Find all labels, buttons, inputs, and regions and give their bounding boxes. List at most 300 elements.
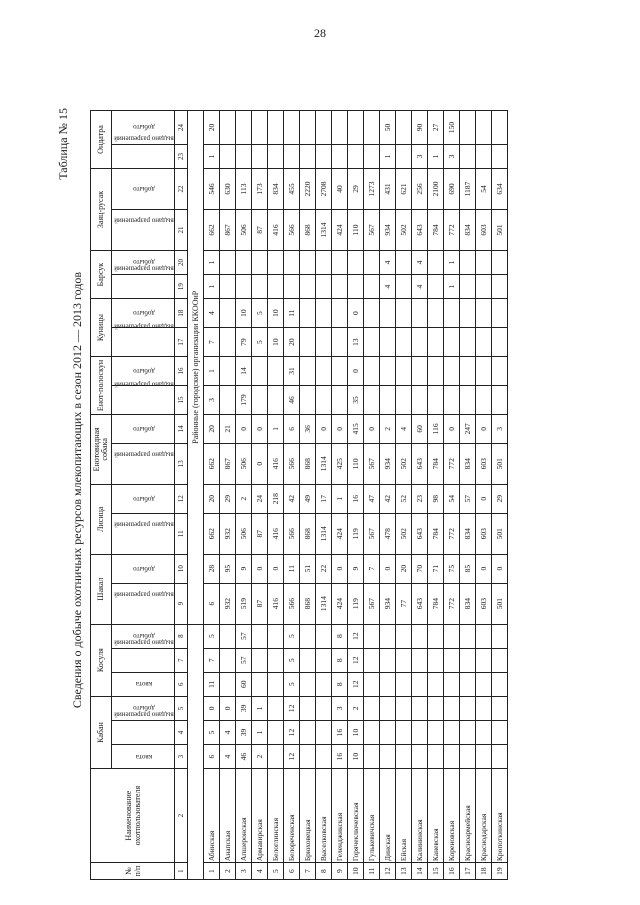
row-name: Ейская bbox=[396, 769, 412, 863]
cell-value bbox=[332, 299, 348, 328]
header-group: Куницы bbox=[91, 299, 112, 357]
row-name: Выселковская bbox=[316, 769, 332, 863]
cell-value bbox=[268, 672, 284, 696]
cell-value: 218 bbox=[268, 484, 284, 513]
cell-value bbox=[476, 745, 492, 769]
cell-value: 27 bbox=[428, 111, 444, 145]
table-row bbox=[220, 111, 236, 880]
cell-value bbox=[396, 648, 412, 672]
cell-value bbox=[332, 144, 348, 168]
cell-value bbox=[364, 720, 380, 744]
cell-value: 784 bbox=[428, 583, 444, 624]
header-group: Кабан bbox=[91, 696, 112, 768]
cell-value: 5 bbox=[204, 624, 220, 648]
header-group: Косуля bbox=[91, 624, 112, 696]
cell-value bbox=[428, 696, 444, 720]
cell-value bbox=[300, 720, 316, 744]
cell-value bbox=[380, 624, 396, 648]
header-sub bbox=[112, 638, 175, 672]
cell-value bbox=[284, 111, 300, 145]
cell-value: 1 bbox=[252, 720, 268, 744]
column-number: 3 bbox=[175, 745, 188, 769]
cell-value: 10 bbox=[236, 299, 252, 328]
cell-value: 0 bbox=[364, 414, 380, 443]
cell-value: 20 bbox=[204, 111, 220, 145]
table-row bbox=[428, 111, 444, 880]
cell-value bbox=[476, 144, 492, 168]
cell-value: 1 bbox=[204, 357, 220, 386]
row-number: 1 bbox=[204, 863, 220, 880]
cell-value bbox=[252, 144, 268, 168]
cell-value: 772 bbox=[444, 443, 460, 484]
cell-value bbox=[316, 696, 332, 720]
cell-value: 4 bbox=[220, 720, 236, 744]
cell-value: 46 bbox=[284, 385, 300, 414]
cell-value: 834 bbox=[268, 169, 284, 210]
header-num: № п/п bbox=[91, 863, 175, 880]
cell-value bbox=[316, 357, 332, 386]
cell-value: 39 bbox=[236, 720, 252, 744]
cell-value bbox=[364, 385, 380, 414]
cell-value bbox=[428, 328, 444, 357]
header-sub-label: выдано разрешений bbox=[113, 450, 174, 459]
header-sub bbox=[112, 414, 175, 443]
cell-value: 424 bbox=[332, 583, 348, 624]
cell-value: 834 bbox=[460, 583, 476, 624]
header-sub-label: выдано разрешений bbox=[113, 264, 174, 273]
cell-value bbox=[428, 250, 444, 274]
row-name: Кропоткинская bbox=[492, 769, 508, 863]
harvest-table bbox=[90, 110, 508, 880]
cell-value: 3 bbox=[332, 696, 348, 720]
cell-value: 57 bbox=[236, 624, 252, 648]
cell-value bbox=[380, 672, 396, 696]
row-number: 16 bbox=[444, 863, 460, 880]
cell-value: 5 bbox=[204, 720, 220, 744]
column-number: 18 bbox=[175, 299, 188, 328]
cell-value bbox=[332, 357, 348, 386]
header-group: Енотовидная собака bbox=[91, 414, 112, 484]
cell-value: 772 bbox=[444, 513, 460, 554]
cell-value: 3 bbox=[412, 144, 428, 168]
cell-value: 0 bbox=[332, 414, 348, 443]
cell-value: 868 bbox=[300, 210, 316, 251]
cell-value bbox=[268, 745, 284, 769]
cell-value bbox=[300, 275, 316, 299]
cell-value: 3 bbox=[492, 414, 508, 443]
cell-value bbox=[460, 648, 476, 672]
cell-value bbox=[476, 111, 492, 145]
cell-value: 110 bbox=[348, 210, 364, 251]
row-number: 3 bbox=[236, 863, 252, 880]
cell-value bbox=[380, 745, 396, 769]
cell-value: 16 bbox=[348, 484, 364, 513]
cell-value: 431 bbox=[380, 169, 396, 210]
row-number: 14 bbox=[412, 863, 428, 880]
column-number: 17 bbox=[175, 328, 188, 357]
header-sub bbox=[112, 513, 175, 554]
column-number: 6 bbox=[175, 672, 188, 696]
cell-value bbox=[364, 672, 380, 696]
cell-value: 51 bbox=[300, 554, 316, 583]
cell-value: 0 bbox=[444, 414, 460, 443]
cell-value bbox=[396, 111, 412, 145]
cell-value: 834 bbox=[460, 443, 476, 484]
cell-value: 42 bbox=[284, 484, 300, 513]
cell-value: 20 bbox=[204, 414, 220, 443]
cell-value: 29 bbox=[348, 169, 364, 210]
row-number: 8 bbox=[316, 863, 332, 880]
cell-value: 36 bbox=[300, 414, 316, 443]
cell-value: 1187 bbox=[460, 169, 476, 210]
cell-value bbox=[492, 275, 508, 299]
row-number: 17 bbox=[460, 863, 476, 880]
cell-value bbox=[396, 696, 412, 720]
cell-value: 662 bbox=[204, 443, 220, 484]
row-number: 7 bbox=[300, 863, 316, 880]
cell-value: 506 bbox=[236, 443, 252, 484]
table-row bbox=[364, 111, 380, 880]
cell-value bbox=[412, 696, 428, 720]
column-number: 8 bbox=[175, 624, 188, 648]
cell-value: 40 bbox=[332, 169, 348, 210]
table-body bbox=[188, 111, 508, 880]
cell-value: 110 bbox=[348, 443, 364, 484]
cell-value bbox=[316, 144, 332, 168]
cell-value: 6 bbox=[284, 414, 300, 443]
cell-value bbox=[412, 624, 428, 648]
cell-value bbox=[428, 745, 444, 769]
cell-value bbox=[460, 720, 476, 744]
cell-value bbox=[428, 275, 444, 299]
cell-value: 1 bbox=[204, 144, 220, 168]
cell-value bbox=[492, 672, 508, 696]
cell-value bbox=[316, 745, 332, 769]
cell-value: 416 bbox=[268, 513, 284, 554]
column-number: 5 bbox=[175, 696, 188, 720]
cell-value: 416 bbox=[268, 583, 284, 624]
cell-value bbox=[460, 672, 476, 696]
cell-value bbox=[268, 696, 284, 720]
cell-value bbox=[460, 299, 476, 328]
cell-value: 5 bbox=[284, 648, 300, 672]
cell-value bbox=[444, 328, 460, 357]
header-sub bbox=[112, 710, 175, 744]
cell-value: 0 bbox=[220, 696, 236, 720]
table-row bbox=[316, 111, 332, 880]
cell-value bbox=[364, 111, 380, 145]
column-number: 2 bbox=[175, 769, 188, 863]
header-sub bbox=[112, 264, 175, 299]
cell-value: 31 bbox=[284, 357, 300, 386]
cell-value bbox=[428, 299, 444, 328]
column-number: 12 bbox=[175, 484, 188, 513]
cell-value: 256 bbox=[412, 169, 428, 210]
table-row bbox=[236, 111, 252, 880]
cell-value: 46 bbox=[236, 745, 252, 769]
cell-value bbox=[492, 696, 508, 720]
cell-value bbox=[300, 299, 316, 328]
cell-value bbox=[444, 299, 460, 328]
column-number: 9 bbox=[175, 583, 188, 624]
cell-value: 0 bbox=[316, 414, 332, 443]
cell-value bbox=[460, 696, 476, 720]
cell-value bbox=[284, 250, 300, 274]
cell-value: 478 bbox=[380, 513, 396, 554]
cell-value bbox=[300, 357, 316, 386]
cell-value: 4 bbox=[204, 299, 220, 328]
cell-value bbox=[300, 696, 316, 720]
cell-value bbox=[300, 745, 316, 769]
cell-value: 10 bbox=[348, 745, 364, 769]
header-sub-label: добыто bbox=[132, 258, 155, 267]
cell-value: 0 bbox=[476, 414, 492, 443]
cell-value: 0 bbox=[252, 554, 268, 583]
cell-value: 28 bbox=[204, 554, 220, 583]
cell-value bbox=[268, 144, 284, 168]
cell-value bbox=[316, 250, 332, 274]
row-name: Динская bbox=[380, 769, 396, 863]
cell-value: 9 bbox=[348, 554, 364, 583]
cell-value: 1 bbox=[252, 696, 268, 720]
row-name: Каневская bbox=[428, 769, 444, 863]
cell-value: 567 bbox=[364, 583, 380, 624]
header-sub-label: выдано разрешений bbox=[113, 134, 174, 143]
cell-value bbox=[428, 648, 444, 672]
cell-value: 0 bbox=[236, 414, 252, 443]
cell-value: 506 bbox=[236, 513, 252, 554]
cell-value: 1 bbox=[204, 250, 220, 274]
cell-value: 75 bbox=[444, 554, 460, 583]
header-group: Шакал bbox=[91, 554, 112, 624]
cell-value: 425 bbox=[332, 443, 348, 484]
header-group: Енот-полоскун bbox=[91, 357, 112, 415]
cell-value bbox=[220, 648, 236, 672]
cell-value: 12 bbox=[284, 745, 300, 769]
cell-value: 4 bbox=[412, 250, 428, 274]
cell-value: 22 bbox=[316, 554, 332, 583]
cell-value: 10 bbox=[348, 720, 364, 744]
cell-value: 11 bbox=[204, 672, 220, 696]
cell-value bbox=[220, 672, 236, 696]
row-name: Гулькевичская bbox=[364, 769, 380, 863]
cell-value bbox=[412, 385, 428, 414]
cell-value bbox=[332, 385, 348, 414]
cell-value bbox=[460, 357, 476, 386]
header-sub bbox=[112, 745, 175, 769]
cell-value bbox=[316, 385, 332, 414]
header-sub bbox=[112, 554, 175, 583]
cell-value: 90 bbox=[412, 111, 428, 145]
cell-value bbox=[476, 357, 492, 386]
cell-value bbox=[236, 111, 252, 145]
cell-value bbox=[252, 672, 268, 696]
cell-value: 10 bbox=[268, 328, 284, 357]
cell-value: 3 bbox=[444, 144, 460, 168]
cell-value bbox=[348, 275, 364, 299]
header-group: Лисица bbox=[91, 484, 112, 554]
cell-value: 17 bbox=[316, 484, 332, 513]
header-group: Ондатра bbox=[91, 111, 112, 169]
cell-value: 29 bbox=[492, 484, 508, 513]
cell-value: 772 bbox=[444, 583, 460, 624]
cell-value bbox=[220, 328, 236, 357]
cell-value bbox=[316, 720, 332, 744]
cell-value bbox=[412, 328, 428, 357]
cell-value: 77 bbox=[396, 583, 412, 624]
cell-value bbox=[476, 275, 492, 299]
cell-value bbox=[428, 672, 444, 696]
row-number: 9 bbox=[332, 863, 348, 880]
cell-value bbox=[380, 696, 396, 720]
cell-value: 173 bbox=[252, 169, 268, 210]
header-sub-label: квота bbox=[135, 752, 152, 761]
cell-value bbox=[300, 385, 316, 414]
cell-value bbox=[316, 328, 332, 357]
header-sub-label: добыто bbox=[132, 564, 155, 573]
cell-value: 119 bbox=[348, 513, 364, 554]
cell-value bbox=[460, 745, 476, 769]
column-number: 22 bbox=[175, 169, 188, 210]
cell-value: 8 bbox=[332, 648, 348, 672]
cell-value: 13 bbox=[348, 328, 364, 357]
cell-value bbox=[492, 745, 508, 769]
cell-value bbox=[412, 299, 428, 328]
table-row bbox=[300, 111, 316, 880]
header-sub-label: выдано разрешений bbox=[113, 589, 174, 598]
table-label: Таблица № 15 bbox=[56, 108, 70, 180]
cell-value: 934 bbox=[380, 210, 396, 251]
cell-value: 113 bbox=[236, 169, 252, 210]
cell-value: 20 bbox=[204, 484, 220, 513]
cell-value bbox=[460, 624, 476, 648]
cell-value: 20 bbox=[396, 554, 412, 583]
cell-value bbox=[476, 299, 492, 328]
cell-value: 10 bbox=[268, 299, 284, 328]
cell-value bbox=[476, 672, 492, 696]
cell-value bbox=[316, 275, 332, 299]
table-row bbox=[476, 111, 492, 880]
row-number: 5 bbox=[268, 863, 284, 880]
column-number: 19 bbox=[175, 275, 188, 299]
cell-value bbox=[332, 250, 348, 274]
cell-value: 567 bbox=[364, 210, 380, 251]
cell-value: 784 bbox=[428, 210, 444, 251]
cell-value bbox=[396, 275, 412, 299]
cell-value: 12 bbox=[348, 672, 364, 696]
cell-value bbox=[492, 328, 508, 357]
cell-value: 57 bbox=[460, 484, 476, 513]
cell-value: 566 bbox=[284, 443, 300, 484]
cell-value bbox=[364, 357, 380, 386]
cell-value bbox=[364, 299, 380, 328]
column-number: 11 bbox=[175, 513, 188, 554]
column-number: 16 bbox=[175, 357, 188, 386]
cell-value: 8 bbox=[332, 672, 348, 696]
cell-value bbox=[460, 275, 476, 299]
row-number: 18 bbox=[476, 863, 492, 880]
cell-value bbox=[300, 250, 316, 274]
cell-value: 3 bbox=[204, 385, 220, 414]
cell-value: 98 bbox=[428, 484, 444, 513]
cell-value bbox=[268, 385, 284, 414]
cell-value bbox=[492, 624, 508, 648]
cell-value bbox=[300, 144, 316, 168]
cell-value: 603 bbox=[476, 583, 492, 624]
cell-value: 643 bbox=[412, 443, 428, 484]
cell-value bbox=[412, 745, 428, 769]
cell-value: 0 bbox=[252, 414, 268, 443]
header-sub bbox=[112, 583, 175, 624]
cell-value bbox=[364, 624, 380, 648]
cell-value bbox=[268, 111, 284, 145]
cell-value bbox=[428, 385, 444, 414]
cell-value bbox=[412, 720, 428, 744]
row-number: 2 bbox=[220, 863, 236, 880]
cell-value: 2 bbox=[236, 484, 252, 513]
cell-value: 932 bbox=[220, 583, 236, 624]
cell-value: 6 bbox=[204, 745, 220, 769]
cell-value: 0 bbox=[204, 696, 220, 720]
cell-value: 0 bbox=[332, 554, 348, 583]
cell-value: 1273 bbox=[364, 169, 380, 210]
cell-value bbox=[364, 328, 380, 357]
cell-value bbox=[252, 357, 268, 386]
cell-value: 784 bbox=[428, 513, 444, 554]
cell-value bbox=[396, 250, 412, 274]
cell-value bbox=[476, 250, 492, 274]
header-sub bbox=[112, 134, 175, 168]
row-name: Калининская bbox=[412, 769, 428, 863]
cell-value bbox=[492, 357, 508, 386]
header-sub-label: добыто bbox=[132, 494, 155, 503]
cell-value: 42 bbox=[380, 484, 396, 513]
cell-value: 834 bbox=[460, 513, 476, 554]
header-sub-label: выдано разрешений bbox=[113, 322, 174, 331]
cell-value: 0 bbox=[252, 443, 268, 484]
cell-value bbox=[236, 144, 252, 168]
cell-value bbox=[476, 385, 492, 414]
cell-value: 11 bbox=[284, 299, 300, 328]
header-sub bbox=[112, 672, 175, 696]
cell-value bbox=[396, 624, 412, 648]
cell-value bbox=[380, 385, 396, 414]
cell-value bbox=[220, 275, 236, 299]
cell-value: 1314 bbox=[316, 443, 332, 484]
header-sub-label: выдано разрешений bbox=[113, 638, 174, 647]
cell-value: 2708 bbox=[316, 169, 332, 210]
row-number: 10 bbox=[348, 863, 364, 880]
cell-value bbox=[316, 111, 332, 145]
cell-value bbox=[316, 624, 332, 648]
header-sub-label: добыто bbox=[132, 123, 155, 132]
cell-value bbox=[220, 385, 236, 414]
cell-value bbox=[284, 275, 300, 299]
cell-value bbox=[348, 144, 364, 168]
cell-value: 416 bbox=[268, 210, 284, 251]
cell-value bbox=[460, 250, 476, 274]
table-row bbox=[460, 111, 476, 880]
cell-value: 1314 bbox=[316, 583, 332, 624]
cell-value: 834 bbox=[460, 210, 476, 251]
column-number: 14 bbox=[175, 414, 188, 443]
cell-value: 7 bbox=[204, 648, 220, 672]
cell-value: 0 bbox=[476, 484, 492, 513]
cell-value: 150 bbox=[444, 111, 460, 145]
cell-value bbox=[268, 624, 284, 648]
header-sub-label: добыто bbox=[132, 309, 155, 318]
cell-value: 24 bbox=[252, 484, 268, 513]
